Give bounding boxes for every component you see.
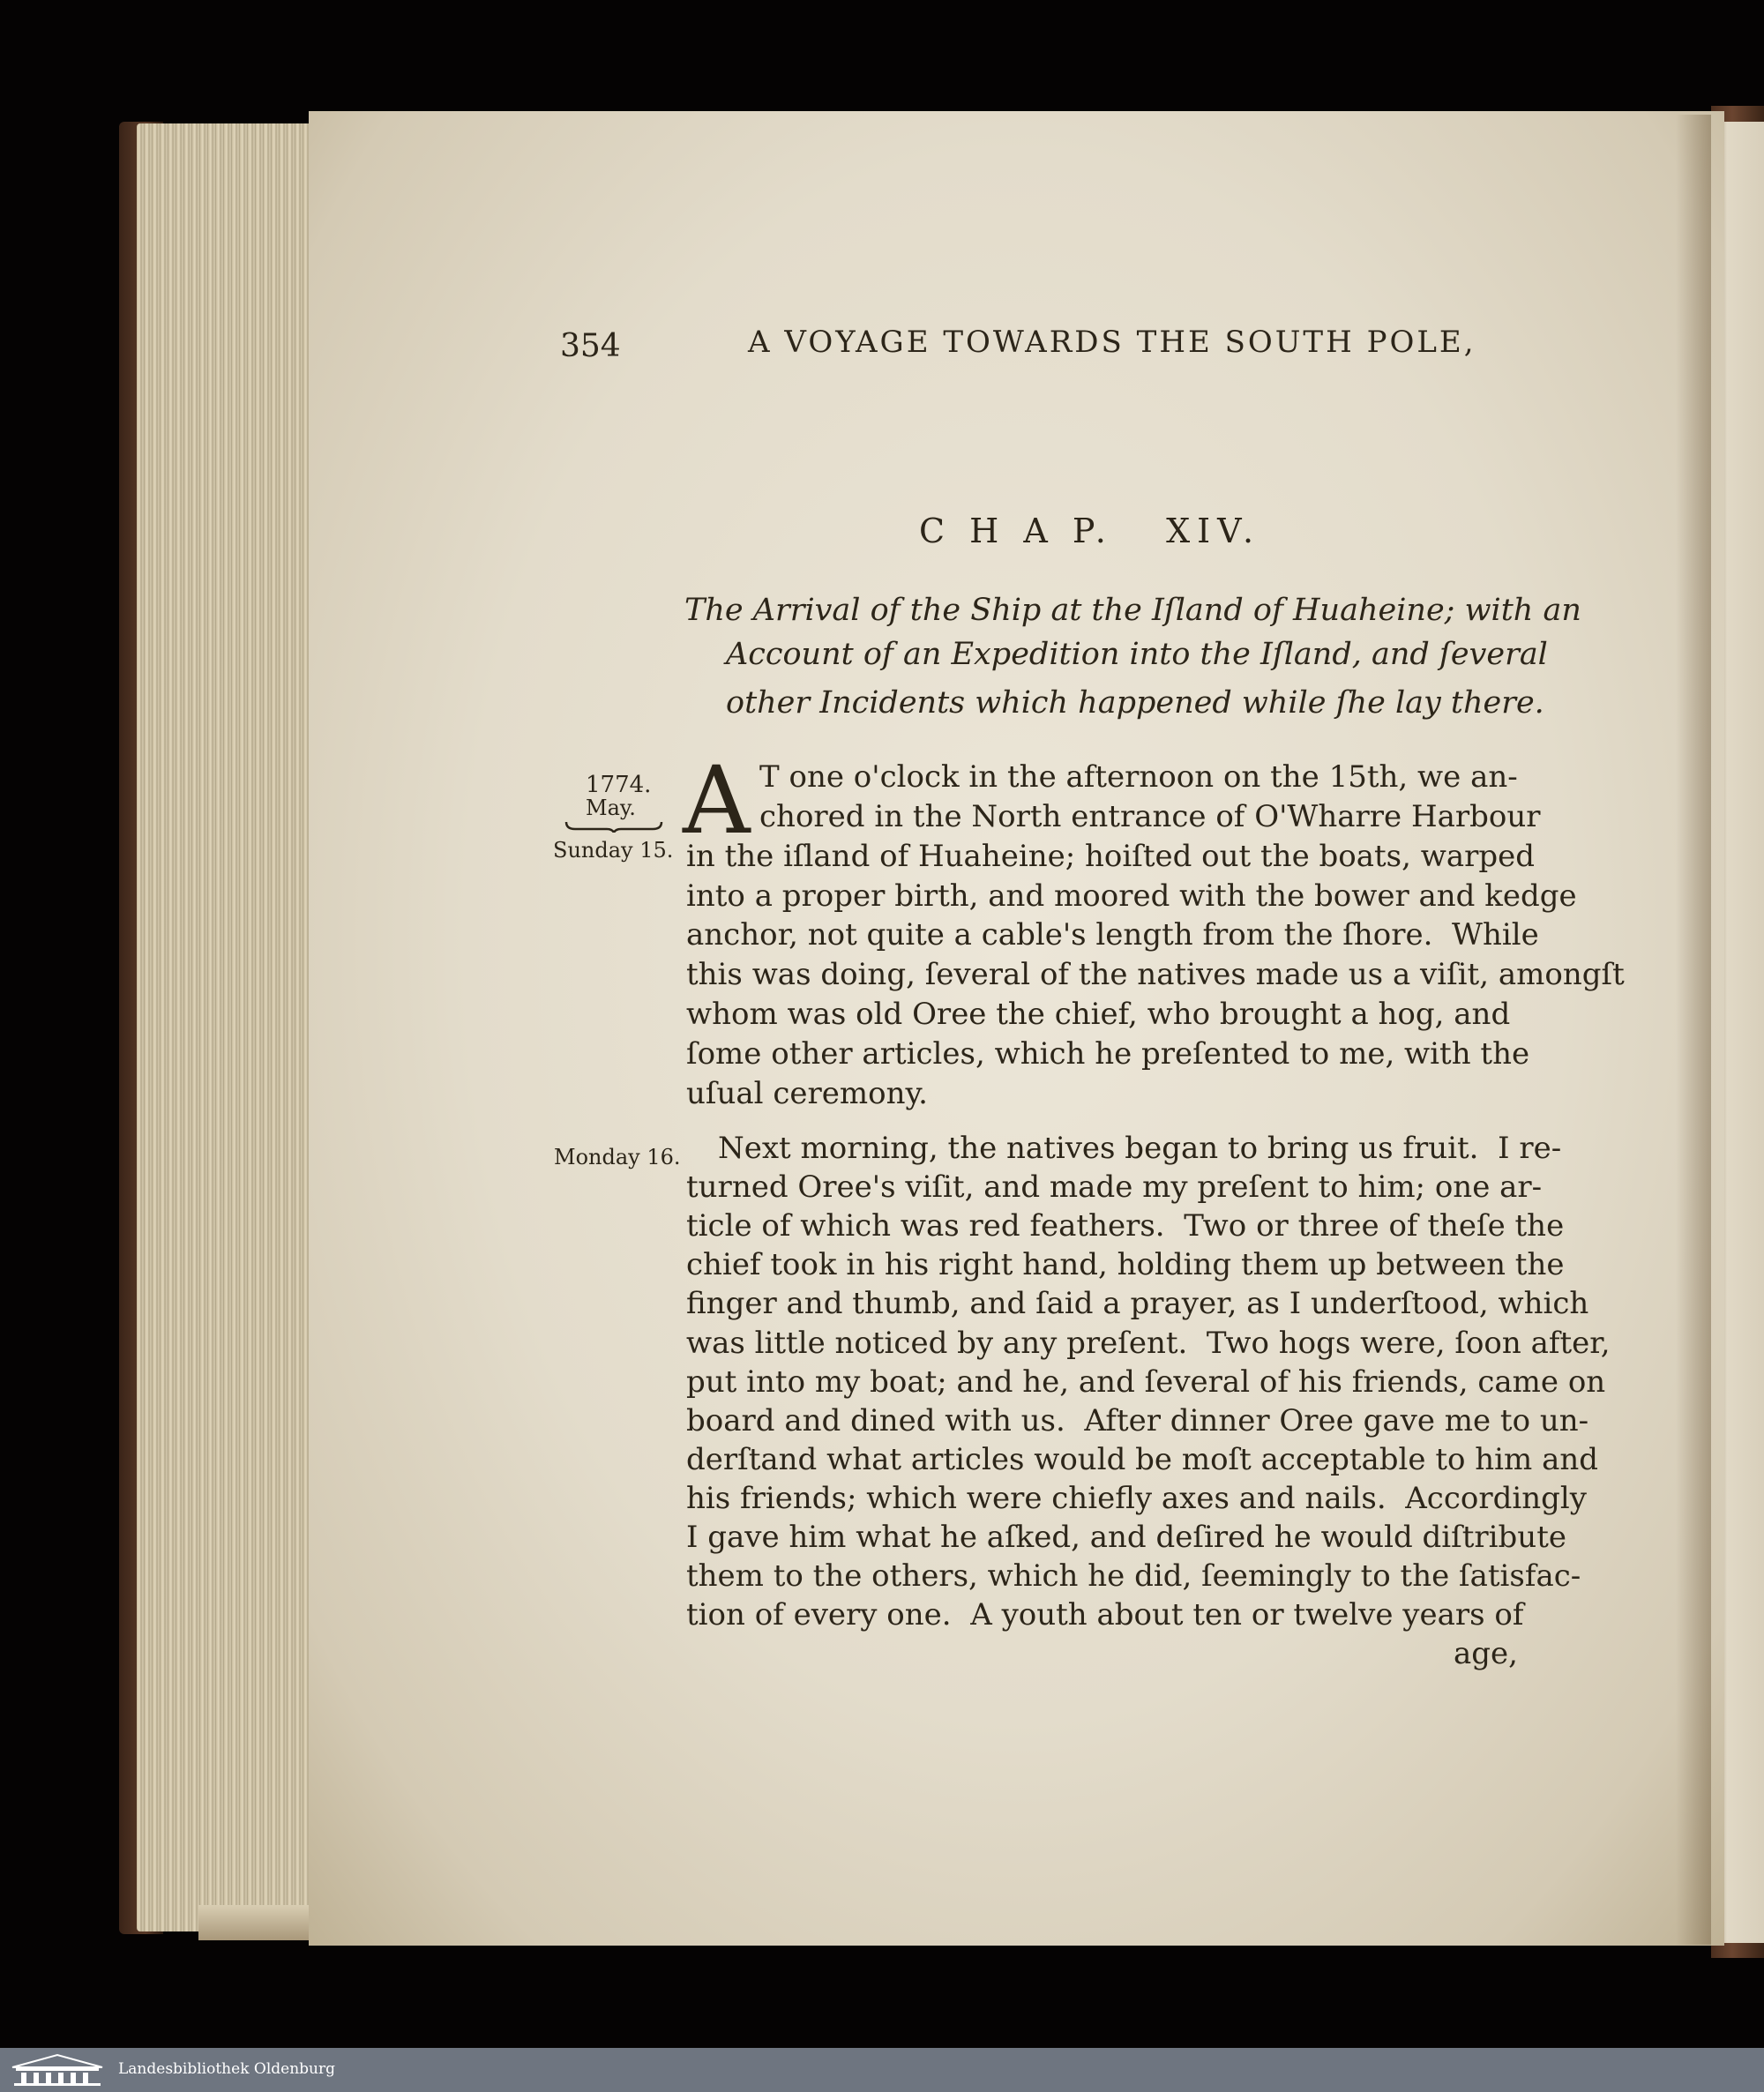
body-line: I gave him what he aſked, and deſired he would diſtribute xyxy=(686,1520,1566,1555)
body-line: whom was old Oree the chief, who brought a hog, and xyxy=(686,997,1511,1032)
body-line: put into my boat; and he, and ſeveral of his friends, came on xyxy=(686,1364,1606,1400)
body-line: T one o'clock in the afternoon on the 15th, we an- xyxy=(759,759,1518,795)
body-line: chored in the North entrance of O'Wharre Harbour xyxy=(759,799,1541,834)
page-gutter-shadow xyxy=(1676,115,1711,1945)
library-name: Landesbibliothek Oldenburg xyxy=(118,2060,336,2078)
catchword: age, xyxy=(1454,1636,1518,1671)
margin-note-date: Sunday 15. xyxy=(553,838,674,863)
body-line: his friends; which were chiefly axes and nails. Accordingly xyxy=(686,1481,1587,1516)
chapter-summary-line: The Arrival of the Ship at the Iſland of Huaheine; with an xyxy=(684,593,1581,628)
body-line: turned Oree's viſit, and made my preſent to him; one ar- xyxy=(686,1169,1543,1205)
margin-note-year: 1774. xyxy=(586,772,652,798)
page-stack-edge xyxy=(137,123,326,1931)
body-line: finger and thumb, and ſaid a prayer, as I underſtood, which xyxy=(686,1286,1589,1321)
margin-note-month: May. xyxy=(586,796,636,820)
margin-brace xyxy=(564,820,663,833)
body-line: board and dined with us. After dinner Oree gave me to un- xyxy=(686,1403,1589,1438)
body-line: ticle of which was red feathers. Two or three of theſe the xyxy=(686,1208,1565,1244)
running-title: A VOYAGE TOWARDS THE SOUTH POLE, xyxy=(748,325,1476,360)
body-line: tion of every one. A youth about ten or twelve years of xyxy=(686,1597,1524,1633)
body-line: was little noticed by any preſent. Two hogs were, ſoon after, xyxy=(686,1326,1611,1361)
body-line: in the iſland of Huaheine; hoiſted out the boats, warped xyxy=(686,839,1536,874)
body-line: ſome other articles, which he preſented to me, with the xyxy=(686,1036,1530,1072)
margin-note-date: Monday 16. xyxy=(554,1145,681,1169)
body-line: chief took in his right hand, holding them up between the xyxy=(686,1247,1565,1282)
chapter-summary-line: other Incidents which happened while ſhe lay there. xyxy=(726,685,1544,721)
chapter-heading: C H A P. XIV. xyxy=(919,512,1261,550)
drop-cap: A xyxy=(683,746,751,855)
body-line: Next morning, the natives began to bring us fruit. I re- xyxy=(718,1131,1562,1166)
library-logo-icon xyxy=(9,2053,106,2087)
body-line: uſual ceremony. xyxy=(686,1076,928,1111)
body-line: derſtand what articles would be moſt acceptable to him and xyxy=(686,1442,1599,1477)
chapter-summary-line: Account of an Expedition into the Iſland, and ſeveral xyxy=(726,637,1548,672)
book-scan xyxy=(119,106,1764,1958)
footer-bar xyxy=(0,2048,1764,2092)
body-line: into a proper birth, and moored with the bower and kedge xyxy=(686,878,1577,914)
body-line: this was doing, ſeveral of the natives made us a viſit, amongſt xyxy=(686,957,1625,992)
body-line: them to the others, which he did, ſeemingly to the ſatisfac- xyxy=(686,1558,1581,1594)
body-line: anchor, not quite a cable's length from the ſhore. While xyxy=(686,917,1539,953)
page-number: 354 xyxy=(560,328,621,364)
